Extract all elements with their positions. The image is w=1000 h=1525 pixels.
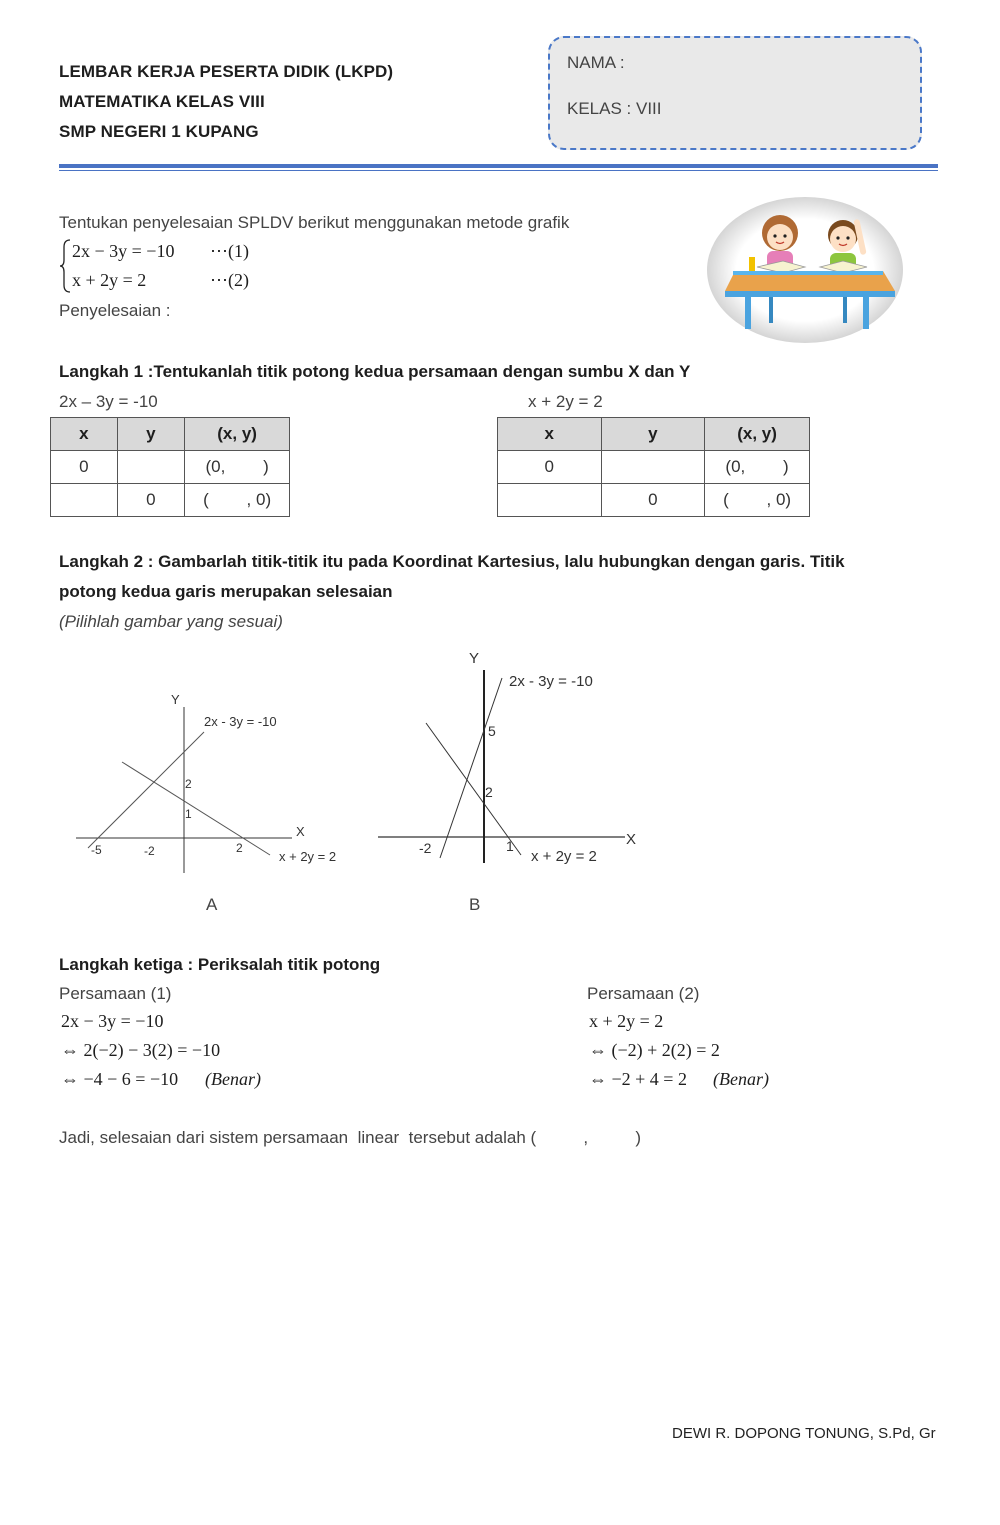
table-row [498,451,810,484]
check-eq2-verdict: (Benar) [713,1069,769,1089]
system-brace [59,238,73,294]
step2-note: (Pilihlah gambar yang sesuai) [59,612,283,631]
check-eq1-line1: 2x − 3y = −10 [61,1011,164,1031]
check-eq1-header: Persamaan (1) [59,984,172,1003]
graph-a-tick: -5 [91,843,102,857]
table1-cell[interactable]: 0 [117,484,185,517]
check-eq1-line2: ⇔ 2(−2) − 3(2) = −10 [61,1040,221,1060]
graph-b-line-eq1 [440,678,502,858]
graph-a-y-label: Y [171,692,180,707]
check-eq2-line3: ⇔ −2 + 4 = 2 [589,1069,687,1089]
graph-b-option-label[interactable]: B [469,895,481,914]
graph-b-line2-label: x + 2y = 2 [531,848,597,865]
table1-header-y: y [117,418,185,451]
table-row [51,451,290,484]
step1-title: Langkah 1 :Tentukanlah titik potong kedua persamaan dengan sumbu X dan Y [59,362,691,381]
check-eq2-line1: x + 2y = 2 [589,1011,664,1031]
instruction-text: Tentukan penyelesaian SPLDV berikut menggunakan metode grafik [59,213,570,232]
table1-header-xy: (x, y) [185,418,290,451]
graph-a-line-eq2 [122,762,270,855]
students-studying-illustration [705,195,905,345]
kelas-label: KELAS : VIII [567,99,662,118]
equation-2: x + 2y = 2 [72,270,147,290]
table2-header-xy: (x, y) [705,418,810,451]
table2-caption: x + 2y = 2 [528,392,603,411]
intercept-table-eq2 [497,417,810,517]
header-title: LEMBAR KERJA PESERTA DIDIK (LKPD) [59,62,394,81]
header-divider [59,164,938,168]
graph-b-line1-label: 2x - 3y = -10 [509,673,593,690]
graph-a-tick: 1 [185,807,192,821]
check-eq2-header: Persamaan (2) [587,984,700,1003]
step3-title: Langkah ketiga : Periksalah titik potong [59,955,381,974]
table1-header-x: x [51,418,118,451]
table1-cell[interactable]: (0, ) [185,451,290,484]
table2-header-x: x [498,418,602,451]
equation-1: 2x − 3y = −10 [72,241,175,261]
table2-cell[interactable]: 0 [498,451,602,484]
solution-label: Penyelesaian : [59,301,171,320]
step2-title-line1: Langkah 2 : Gambarlah titik-titik itu pada Koordinat Kartesius, lalu hubungkan dengan garis. Titik [59,552,845,571]
table2-cell[interactable]: 0 [601,484,705,517]
graph-a-option-label[interactable]: A [206,895,218,914]
graph-b[interactable] [370,645,660,875]
check-eq2-line2: ⇔ (−2) + 2(2) = 2 [589,1040,720,1060]
graph-b-line-eq2 [426,723,521,855]
graph-b-tick: -2 [419,840,432,856]
step2-title-line2: potong kedua garis merupakan selesaian [59,582,393,601]
check-eq1-line3: ⇔ −4 − 6 = −10 [61,1069,179,1089]
check-eq1-verdict: (Benar) [205,1069,261,1089]
graph-a-line1-label: 2x - 3y = -10 [204,714,277,729]
table1-cell[interactable] [51,484,118,517]
table2-cell[interactable] [498,484,602,517]
graph-b-tick: 1 [506,838,514,854]
author-signature: DEWI R. DOPONG TONUNG, S.Pd, Gr [672,1425,936,1442]
table-row [498,484,810,517]
table-row [51,484,290,517]
graph-a-x-label: X [296,824,305,839]
graph-a-line2-label: x + 2y = 2 [279,849,337,864]
student-info-box[interactable] [548,36,922,150]
nama-label: NAMA : [567,53,625,72]
graph-b-tick: 5 [488,723,496,739]
table1-cell[interactable]: ( , 0) [185,484,290,517]
table2-cell[interactable]: (0, ) [705,451,810,484]
graph-a[interactable] [60,680,360,880]
graph-a-tick: -2 [144,844,155,858]
header-school: SMP NEGERI 1 KUPANG [59,122,259,141]
graph-a-tick: 2 [185,777,192,791]
table2-cell[interactable] [601,451,705,484]
table2-cell[interactable]: ( , 0) [705,484,810,517]
graph-a-tick: 2 [236,841,243,855]
equation-1-tag: ⋯(1) [210,241,249,261]
table1-caption: 2x – 3y = -10 [59,392,158,411]
conclusion-text[interactable]: Jadi, selesaian dari sistem persamaan linear tersebut adalah ( , ) [59,1128,642,1147]
table1-cell[interactable]: 0 [51,451,118,484]
graph-b-tick: 2 [485,784,493,800]
graph-b-y-label: Y [469,650,480,667]
intercept-table-eq1 [50,417,290,517]
table2-header-y: y [601,418,705,451]
graph-b-x-label: X [626,831,637,848]
header-divider-thin [59,170,938,171]
header-subject: MATEMATIKA KELAS VIII [59,92,265,111]
table1-cell[interactable] [117,451,185,484]
equation-2-tag: ⋯(2) [210,270,249,290]
